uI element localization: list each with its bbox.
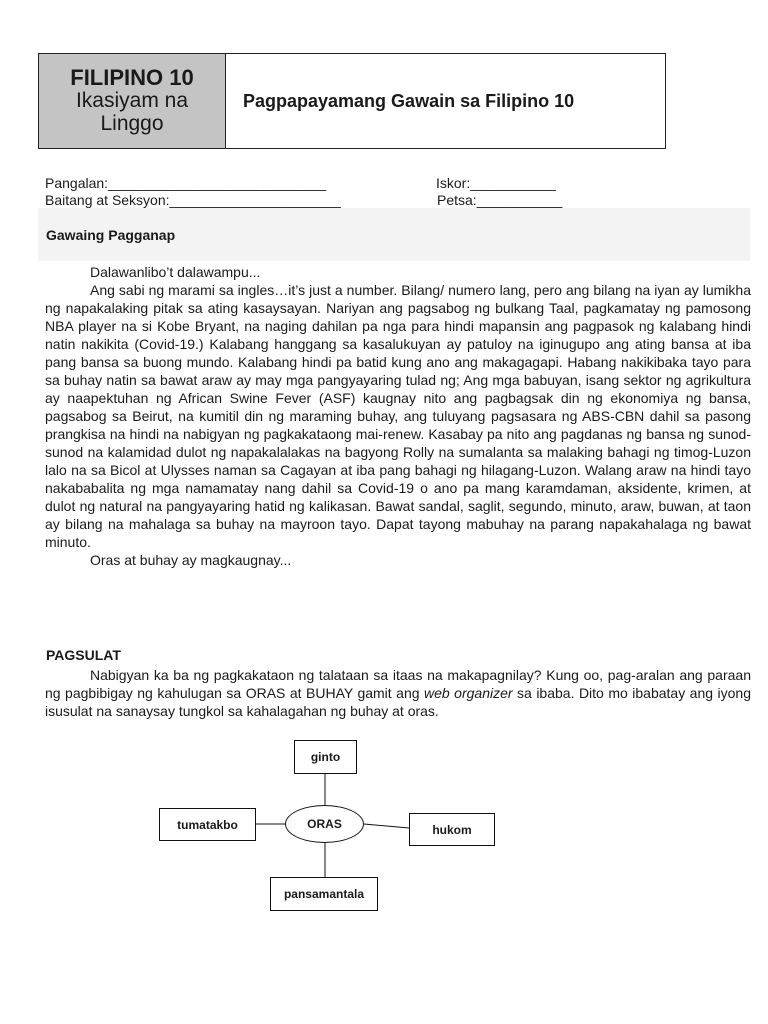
page-title: Pagpapayamang Gawain sa Filipino 10	[243, 90, 575, 111]
gawain-title: Gawaing Pagganap	[46, 227, 176, 243]
gawain-paragraph-2: Ang sabi ng marami sa ingles…it’s just a number. Bilang/ numero lang, pero ang bilang na iyan ay lumikha ng napakalaking pitak sa ating kasaysayan. Nariyan ang pagsabog ng bulkang Taal, pagkamatay ng pamosong NBA player na si Kobe Bryant, na naging dahilan pa nga para hindi mapansin ang pagpasok ng kalabang hindi natin nakikita (Covid-19.) Kalabang hanggang sa kasalukuyan ay patuloy na iginugupo ang ating bansa at iba pang bansa sa buong mundo. Kalabang hindi pa batid kung ano ang makagagapi. Habang nakikibaka tayo para sa buhay natin sa bawat araw ay may mga pangyayaring tulad ng; Ang mga babuyan, isang sektor ng agrikultura ay naapektuhan ng African Swine Fever (ASF) kaugnay nito ang pagbagsak din ng ekonomiya ng bansa, pagsabog sa Beirut, na kumitil din ng maraming buhay, ang tuluyang pagsasara ng ABS-CBN dahil sa pasong prangkisa na hindi na nabigyan ng pagkakataong mai-renew. Kasabay pa nito ang pagdanas ng bansa ng sunod-sunod na kalamidad dulot ng napakalalakas na bagyong Rolly na sumalanta sa malaking bahagi ng timog-Luzon lalo na sa Bicol at Ulysses naman sa Cagayan at iba pang bahagi ng hilagang-Luzon. Walang araw na hindi tayo nakababalita ng mga namamatay nang dahil sa Covid-19 o ano pa mang karamdaman, aksidente, krimen, at dulot ng natural na pangyayaring hatid ng kalikasan. Bawat sandal, saglit, segundo, minuto, araw, buwan, at taon ay bilang na mahalaga sa buhay na mayroon tayo. Dapat tayong mabuhay na parang napakahalaga ng bawat minuto.	[45, 282, 751, 550]
pagsulat-title: PAGSULAT	[46, 647, 121, 663]
web-organizer	[150, 735, 510, 920]
header-subject-cell	[39, 54, 226, 148]
pagsulat-body	[45, 666, 751, 720]
header-title-cell	[226, 54, 665, 148]
name-field[interactable]: Pangalan:____________________________	[45, 175, 327, 191]
score-field[interactable]: Iskor:___________	[436, 175, 556, 191]
connector-right	[364, 824, 409, 828]
gawain-paragraph-1: Dalawanlibo’t dalawampu...	[90, 264, 261, 280]
name-row	[45, 175, 745, 192]
week-label: Ikasiyam na Linggo	[75, 89, 189, 135]
gawain-paragraph-3: Oras at buhay ay magkaugnay...	[90, 552, 292, 568]
organizer-node-left: tumatakbo	[159, 808, 256, 841]
pagsulat-text-after: sa ibaba. Dito mo ibabatay ang iyong isusulat na sanaysay tungkol sa kahalagahan ng buhay at oras.	[45, 685, 751, 719]
subject-label: FILIPINO 10	[70, 65, 194, 91]
organizer-node-right: hukom	[409, 813, 495, 846]
pagsulat-text-before: Nabigyan ka ba ng pagkakataon ng talataan sa itaas na makapagnilay? Kung oo, pag-aralan ang paraan ng pagbibigay ng kahulugan sa ORAS at BUHAY gamit ang	[45, 667, 751, 701]
section-field[interactable]: Baitang at Seksyon:______________________	[45, 192, 341, 208]
organizer-node-top: ginto	[294, 740, 357, 774]
pagsulat-paragraph	[45, 666, 751, 720]
header-box	[38, 53, 666, 149]
section-row	[45, 192, 745, 209]
gawain-body	[45, 263, 751, 569]
organizer-center-oras: ORAS	[285, 805, 364, 843]
date-field[interactable]: Petsa:___________	[437, 192, 563, 208]
organizer-node-bottom: pansamantala	[270, 877, 378, 911]
pagsulat-text-emphasis: web organizer	[424, 685, 513, 701]
